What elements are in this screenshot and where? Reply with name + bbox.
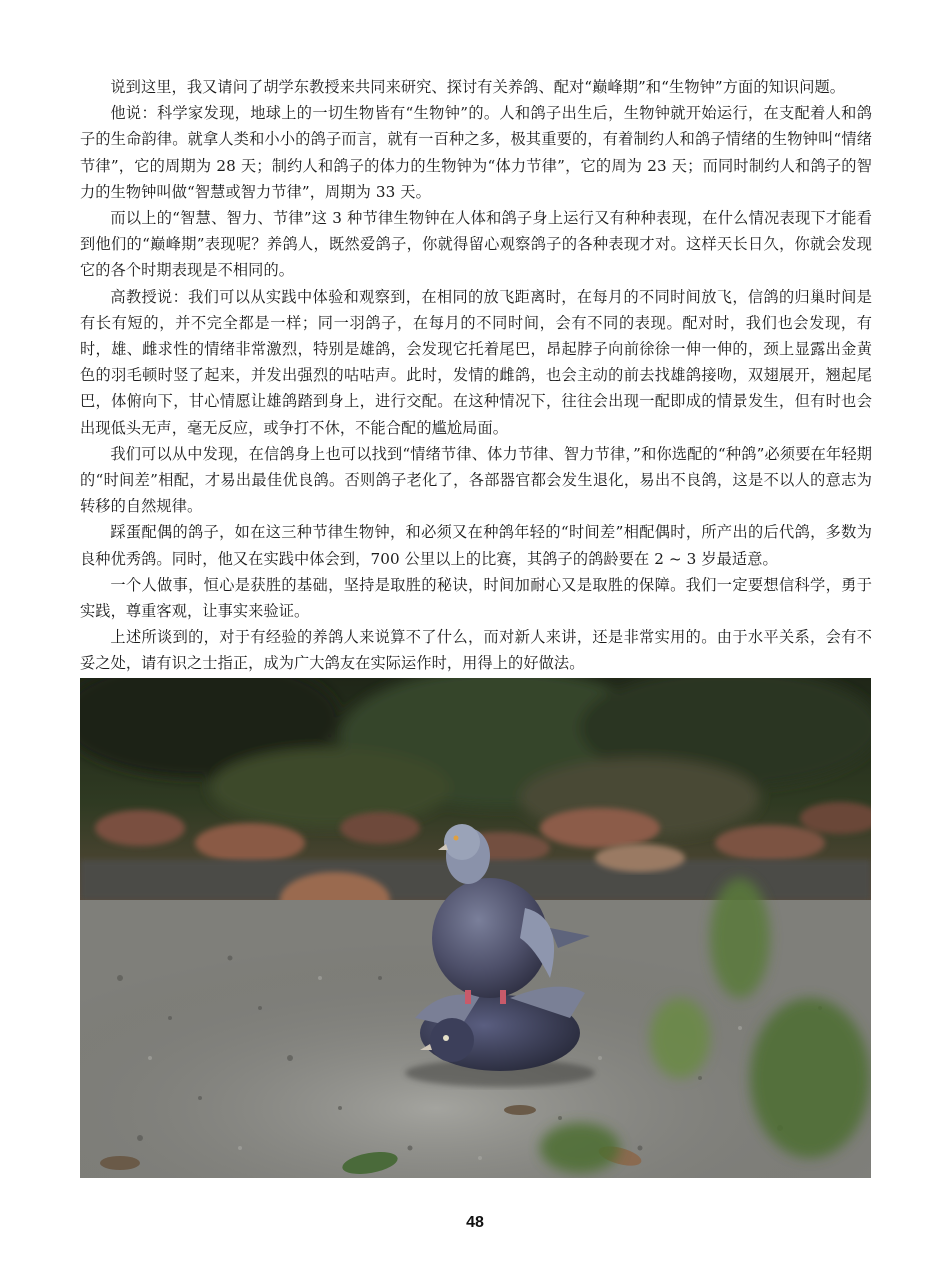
paragraph-conclusion: 上述所谈到的，对于有经验的养鸽人来说算不了什么，而对新人来讲，还是非常实用的。由于水平关系，会有不妥之处，请有识之士指正，成为广大鸽友在实际运作时，用得上的好做法。 [80,628,872,673]
pigeons-photo [80,678,871,1178]
paragraph-perseverance: 一个人做事，恒心是获胜的基础，坚持是取胜的秘诀，时间加耐心又是取胜的保障。我们一定要想信科学，勇于实践，尊重客观，让事实来验证。 [80,575,872,621]
paragraph-intro: 说到这里，我又请问了胡学东教授来共同来研究、探讨有关养鸽、配对“巅峰期”和“生物钟”方面的知识问题。 [110,78,846,96]
article-body [80,74,872,677]
page-number: 48 [466,1214,484,1231]
pigeons-illustration [80,678,871,1178]
paragraph-rhythm-pairing: 我们可以从中发现，在信鸽身上也可以找到“情绪节律、体力节律、智力节律，”和你选配的“种鸽”必须要在年轻期的“时间差”相配，才易出最佳优良鸽。否则鸽子老化了，各部器官都会发生退化，易出不良鸽，这是不以人的意志为转移的自然规律。 [80,444,872,516]
paragraph-professor-observation: 高教授说：我们可以从实践中体验和观察到，在相同的放飞距离时，在每月的不同时间放飞，信鸽的归巢时间是有长有短的，并不完全都是一样；同一羽鸽子，在每月的不同时间，会有不同的表现。配对时，我们也会发现，有时，雄、雌求性的情绪非常激烈，特别是雄鸽，会发现它托着尾巴，昂起脖子向前徐徐一伸一伸的，颈上显露出金黄色的羽毛顿时竖了起来，并发出强烈的咕咕声。此时，发情的雌鸽，也会主动的前去找雄鸽接吻，双翅展开，翘起尾巴，体俯向下，甘心情愿让雄鸽踏到身上，进行交配。在这种情况下，往往会出现一配即成的情景发生，但有时也会出现低头无声，毫无反应，或争打不休，不能合配的尴尬局面。 [80,287,872,437]
paragraph-biological-clock: 他说：科学家发现，地球上的一切生物皆有“生物钟”的。人和鸽子出生后，生物钟就开始运行，在支配着人和鸽子的生命韵律。就拿人类和小小的鸽子而言，就有一百种之多，极其重要的，有着制约人和鸽子情绪的生物钟叫“情绪节律”，它的周期为 28 天；制约人和鸽子的体力的生物钟为“体力节律”，它的周为 23 天；而同时制约人和鸽子的智力的生物钟叫做“智慧或智力节律”，周期为 33 天。 [80,104,872,201]
paragraph-breeding-age: 踩蛋配偶的鸽子，如在这三种节律生物钟，和必须又在种鸽年轻的“时间差”相配偶时，所产出的后代鸽，多数为良种优秀鸽。同时，他又在实践中体会到，700 公里以上的比赛，其鸽子的鸽龄要在 2 ~ 3 岁最适意。 [80,523,872,568]
paragraph-peak-period: 而以上的“智慧、智力、节律”这 3 种节律生物钟在人体和鸽子身上运行又有种种表现，在什么情况表现下才能看到他们的“巅峰期”表现呢？养鸽人，既然爱鸽子，你就得留心观察鸽子的各种表现才对。这样天长日久，你就会发现它的各个时期表现是不相同的。 [80,209,872,280]
